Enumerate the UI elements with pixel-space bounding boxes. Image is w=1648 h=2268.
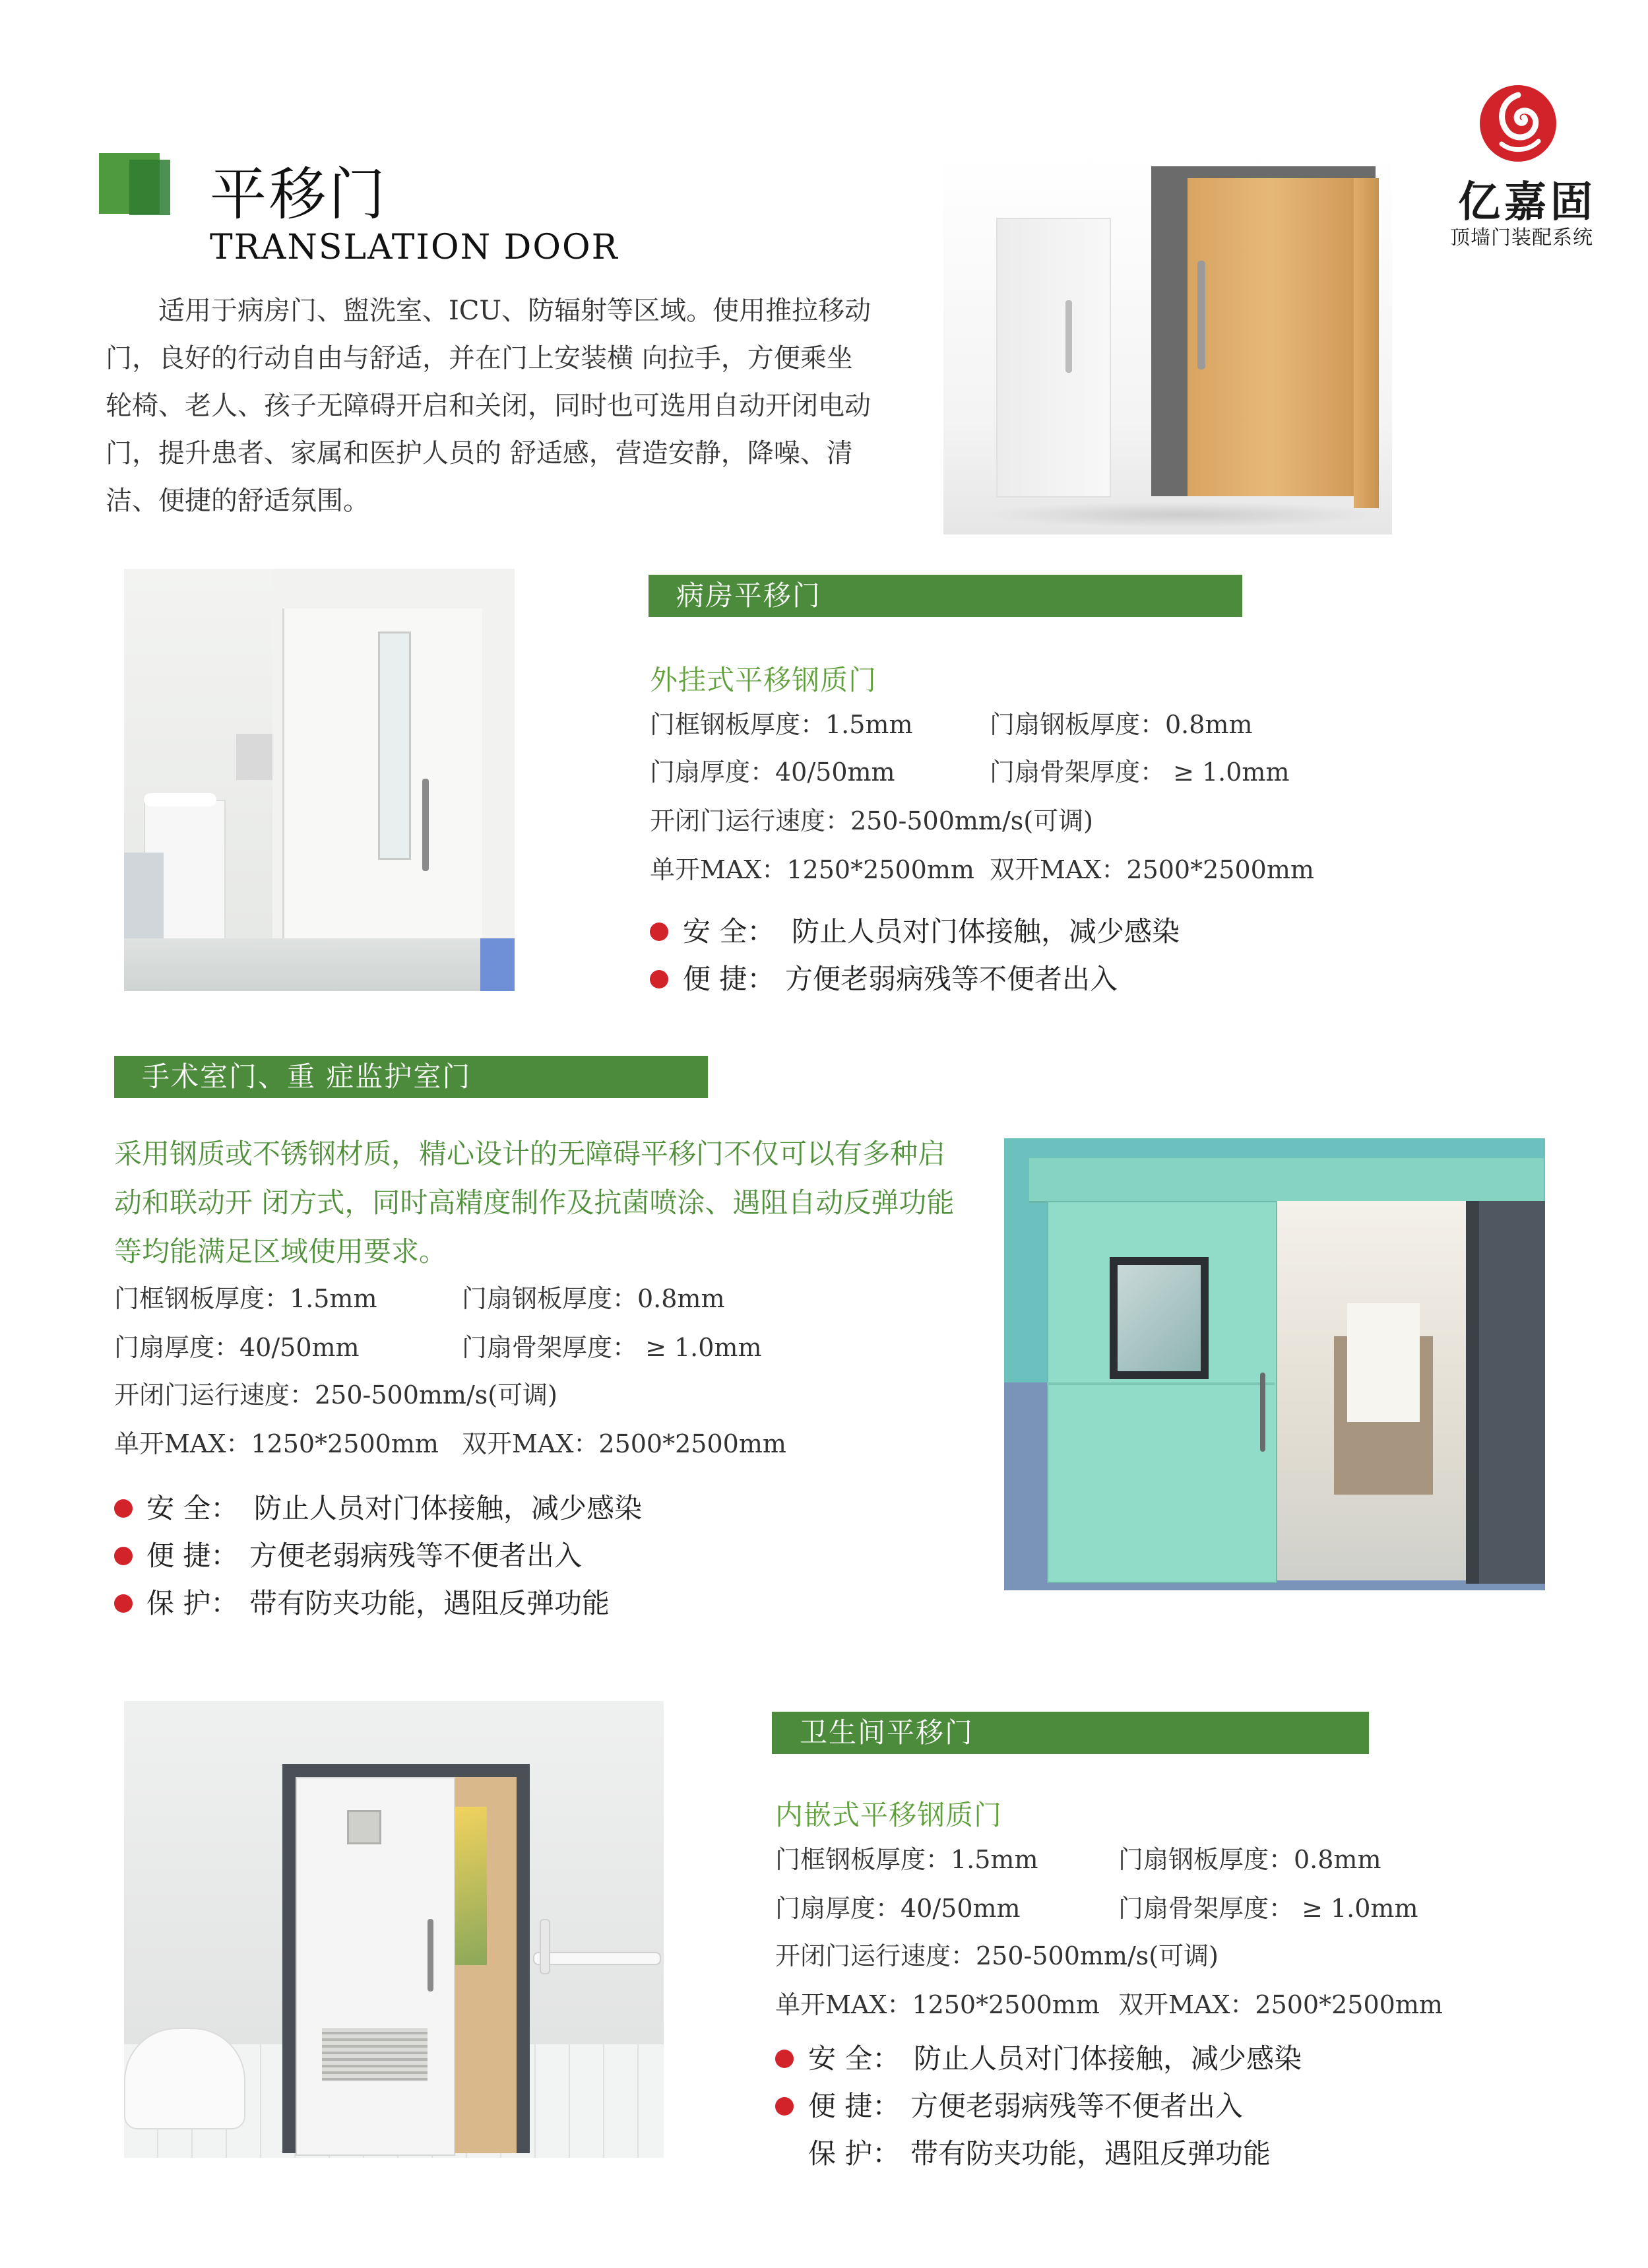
section-bar-bathroom-door: 卫生间平移门 <box>772 1712 1369 1754</box>
ward-door-subtitle: 外挂式平移钢质门 <box>650 664 877 696</box>
spec-double-max: 双开MAX：2500*2500mm <box>1118 1990 1443 2019</box>
spec-leaf-plate-thickness: 门扇钢板厚度：0.8mm <box>1118 1845 1381 1874</box>
section-bar-ward-door: 病房平移门 <box>649 575 1242 617</box>
feature-label: 便 捷： <box>808 2090 901 2122</box>
feature-text: 带有防夹功能，遇阻反弹功能 <box>249 1587 610 1619</box>
spec-skeleton-thickness: 门扇骨架厚度： ≥ 1.0mm <box>1118 1894 1418 1923</box>
surgery-door-photo <box>1004 1138 1545 1590</box>
feature-text: 防止人员对门体接触，减少感染 <box>254 1492 643 1524</box>
spec-speed: 开闭门运行速度：250-500mm/s(可调) <box>114 1380 557 1409</box>
spec-speed: 开闭门运行速度：250-500mm/s(可调) <box>775 1941 1219 1970</box>
spec-single-max: 单开MAX：1250*2500mm <box>114 1429 439 1458</box>
section-bar-surgery-door: 手术室门、重 症监护室门 <box>114 1056 708 1098</box>
spec-double-max: 双开MAX：2500*2500mm <box>462 1429 786 1458</box>
hero-door-image <box>943 152 1392 535</box>
spec-double-max: 双开MAX：2500*2500mm <box>990 855 1314 884</box>
feature-label: 保 护： <box>808 2137 901 2170</box>
bullet-dot <box>114 1499 133 1518</box>
spec-leaf-thickness: 门扇厚度：40/50mm <box>114 1333 360 1362</box>
bathroom-door-photo <box>124 1701 664 2158</box>
title-accent-square-overlay <box>129 160 170 215</box>
brand-subtitle: 顶墙门装配系统 <box>1450 226 1593 249</box>
feature-text: 带有防夹功能，遇阻反弹功能 <box>910 2137 1271 2170</box>
spec-leaf-plate-thickness: 门扇钢板厚度：0.8mm <box>462 1284 725 1313</box>
surgery-door-description: 采用钢质或不锈钢材质，精心设计的无障碍平移门不仅可以有多种启动和联动开 闭方式，同时高精度制作及抗菌喷涂、遇阻自动反弹功能等均能满足区域使用要求。 <box>114 1138 955 1268</box>
spec-leaf-plate-thickness: 门扇钢板厚度：0.8mm <box>990 710 1253 739</box>
feature-text: 防止人员对门体接触，减少感染 <box>914 2042 1302 2075</box>
bullet-dot <box>114 1594 133 1613</box>
intro-paragraph: 适用于病房门、盥洗室、ICU、防辐射等区域。使用推拉移动门，良好的行动自由与舒适，并在门上安装横 向拉手，方便乘坐轮椅、老人、孩子无障碍开启和关闭，同时也可选用自动开闭电动门，提升患者、家属和医护人员的 舒适感，营造安静，降噪、清洁、便捷的舒适氛围。 <box>106 296 872 516</box>
bullet-dot <box>114 1547 133 1565</box>
spec-frame-thickness: 门框钢板厚度：1.5mm <box>650 710 913 739</box>
bathroom-door-subtitle: 内嵌式平移钢质门 <box>775 1799 1003 1831</box>
bullet-dot <box>775 2097 794 2116</box>
spec-single-max: 单开MAX：1250*2500mm <box>650 855 974 884</box>
brand-name: 亿嘉固 <box>1458 178 1597 227</box>
ward-door-photo <box>124 569 515 991</box>
spec-single-max: 单开MAX：1250*2500mm <box>775 1990 1100 2019</box>
brand-logo-icon <box>1475 81 1561 166</box>
feature-label: 便 捷： <box>146 1539 239 1572</box>
feature-label: 便 捷： <box>683 963 775 995</box>
page-title: 平移门 <box>210 162 388 228</box>
bullet-dot <box>775 2050 794 2068</box>
bullet-dot <box>650 970 668 988</box>
spec-leaf-thickness: 门扇厚度：40/50mm <box>775 1894 1021 1923</box>
feature-text: 防止人员对门体接触，减少感染 <box>792 915 1180 948</box>
spec-speed: 开闭门运行速度：250-500mm/s(可调) <box>650 806 1093 835</box>
feature-label: 安 全： <box>146 1492 239 1524</box>
feature-label: 安 全： <box>683 915 775 948</box>
spec-frame-thickness: 门框钢板厚度：1.5mm <box>114 1284 377 1313</box>
feature-text: 方便老弱病残等不便者出入 <box>910 2090 1244 2122</box>
page-title-english: TRANSLATION DOOR <box>210 228 619 267</box>
bullet-dot <box>650 923 668 941</box>
feature-label: 安 全： <box>808 2042 901 2075</box>
feature-label: 保 护： <box>146 1587 239 1619</box>
spec-leaf-thickness: 门扇厚度：40/50mm <box>650 758 895 787</box>
feature-text: 方便老弱病残等不便者出入 <box>249 1539 583 1572</box>
feature-text: 方便老弱病残等不便者出入 <box>785 963 1118 995</box>
spec-skeleton-thickness: 门扇骨架厚度： ≥ 1.0mm <box>990 758 1290 787</box>
spec-frame-thickness: 门框钢板厚度：1.5mm <box>775 1845 1038 1874</box>
spec-skeleton-thickness: 门扇骨架厚度： ≥ 1.0mm <box>462 1333 762 1362</box>
